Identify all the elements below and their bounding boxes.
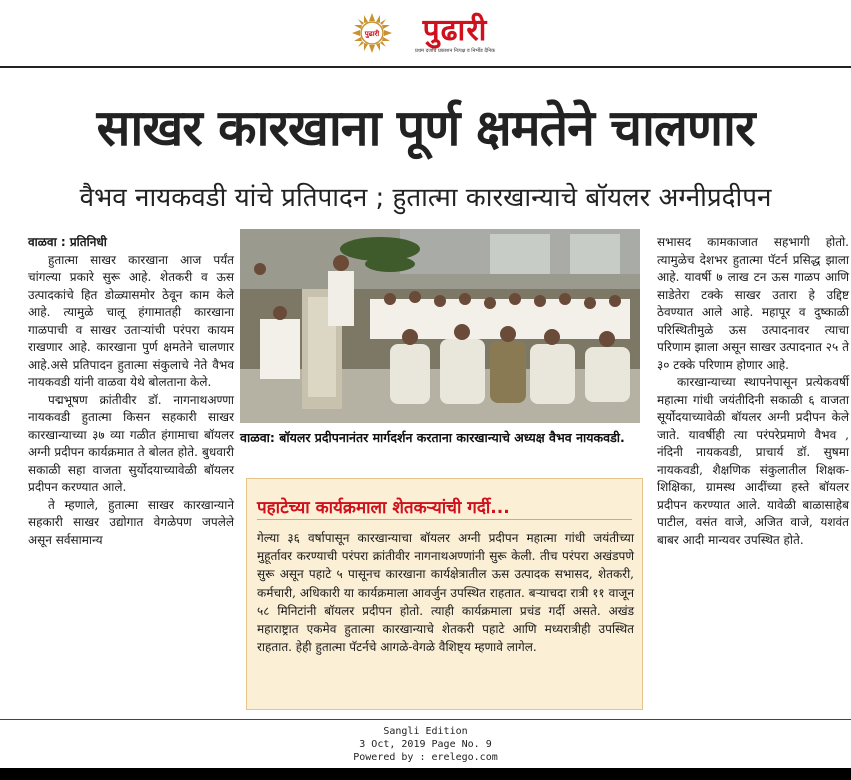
highlight-box-body: गेल्या ३६ वर्षापासून कारखान्याचा बॉयलर अग्नी प्रदीपन महात्मा गांधी जयंतीच्या मुहूर्तावर करण्याची परंपरा क्रांतीवीर नागनाथअण्णांनी सुरू केली. तीच परंपरा अखंडपणे सुरू असून पहाटे ५ पासूनच कारखाना कार्यक्षेत्रातील ऊस उत्पादक सभासद, शेतकरी, कर्मचारी, अधिकारी या कार्यक्रमाला आवर्जुन उपस्थित राहतात. बऱ्याचदा रात्री ११ वाजून ५८ मिनिटांनी बॉयलर प्रदीपन होतो. त्याही कार्यक्रमाला प्रचंड गर्दी असते. अखंड महाराष्ट्रात एकमेव हुतात्मा कारखान्याचे शेतकरी पहाटे आणि मध्यरात्रीही उपस्थित राहतात. हेही हुतात्मा पॅटर्नचे आगळे-वेगळे वैशिष्ट्य म्हणावे लागेल. [257,531,634,655]
article-photo [240,229,640,423]
byline: वाळवा : प्रतिनिधी [28,235,107,249]
date-page-label: 3 Oct, 2019 Page No. 9 [359,739,492,750]
right-paragraph-1: सभासद कामकाजात सहभागी होतो. त्यामुळेच देशभर हुतात्मा पॅटर्न प्रसिद्ध झाला आहे. यावर्षी ७ लाख टन ऊस गाळप आणि साडेतेरा टक्के साखर उतारा हे उद्दिष्ट ठेवण्यात आले आहे. महापूर व दुष्काळी परिस्थितीमुळे ऊस उत्पादनावर त्याचा परिणाम झाला असून साखर उत्पादनात २५ ते ३० टक्के परिणाम होणार आहे. [657,235,849,372]
masthead [404,8,506,60]
left-paragraph-1: हुतात्मा साखर कारखाना आज पर्यंत चांगल्या प्रकारे सुरू आहे. शेतकरी व ऊस उत्पादकांचे हित डोळ्यासमोर ठेवून काम केले आहे. त्यामुळे चालू हंगामातही कारखाना गाळपाची व साखर उताऱ्यांची परंपरा कायम राखणार आहे. कारखाना पुर्ण क्षमतेने चालणार आहे.असे प्रतिपादन हुतात्मा संकुलाचे नेते वैभव नायकवडी यांनी वाळवा येथे बोलताना केले. [28,252,234,389]
right-paragraph-2: कारखान्याच्या स्थापनेपासून प्रत्येकवर्षी महात्मा गांधी जयंतीदिनी सकाळी ६ वाजता सूर्योदयाच्यावेळी बॉयलर अग्नी प्रदीपन केले जाते. यावर्षीही त्या परंपरेप्रमाणे वैभव , नंदिनी नायकवडी, प्राचार्य डॉ. सुषमा नायकवडी, शैक्षणिक संकुलातील शिक्षक-शिक्षिका, ग्रामस्थ आदींच्या हस्ते बॉयलर प्रदीपन करण्यात आले. यावेळी बाळासाहेब पाटील, वसंत वाजे, अजित वाजे, यशवंत बाबर आदी मान्यवर उपस्थित होते. [657,375,849,547]
powered-by-link[interactable]: Powered by : erelego.com [353,752,498,763]
highlight-box [246,478,643,710]
bottom-bar [0,768,851,780]
newspaper-tagline: प्रथम दर्जाचे प्रकाशन निःपक्ष व निर्भीड दैनिक [415,48,495,54]
subheadline: वैभव नायकवडी यांचे प्रतिपादन ; हुतात्मा कारखान्याचे बॉयलर अग्नीप्रदीपन [79,183,772,213]
left-paragraph-2: पद्मभूषण क्रांतीवीर डॉ. नागनाथअण्णा नायकवडी हुतात्मा किसन सहकारी साखर कारखान्याच्या ३७ व्या गळीत हंगामाचा बॉयलर अग्नी प्रदीपन कार्यक्रमात ते बोलत होते. बुधवारी सकाळी सहा वाजता सुर्योदयाच्यावेळी बॉयलर प्रदीपन करण्यात आले. [28,392,234,494]
masthead-divider [0,66,851,68]
footer-divider [0,719,851,720]
photo-caption: वाळवा: बॉयलर प्रदीपनानंतर मार्गदर्शन करताना कारखान्याचे अध्यक्ष वैभव नायकवडी. [240,430,625,445]
emblem-text: पुढारी [364,30,380,38]
sun-emblem-icon [352,13,392,53]
highlight-box-title: पहाटेच्या कार्यक्रमाला शेतकऱ्यांची गर्दी... [257,498,510,518]
headline: साखर कारखाना पूर्ण क्षमतेने चालणार [96,99,755,157]
left-paragraph-3: ते म्हणाले, हुतात्मा साखर कारखान्याने सहकारी साखर उद्योगात वेगळेपण जपलेले असून सर्वसामान्य [28,497,234,547]
crowd-photo-illustration [240,229,640,423]
footer [0,725,851,764]
masthead-emblem [352,13,392,53]
edition-label: Sangli Edition [383,726,468,737]
newspaper-name: पुढारी [422,13,488,48]
right-column [657,234,849,549]
left-column [28,234,234,549]
highlight-box-divider [257,519,632,520]
